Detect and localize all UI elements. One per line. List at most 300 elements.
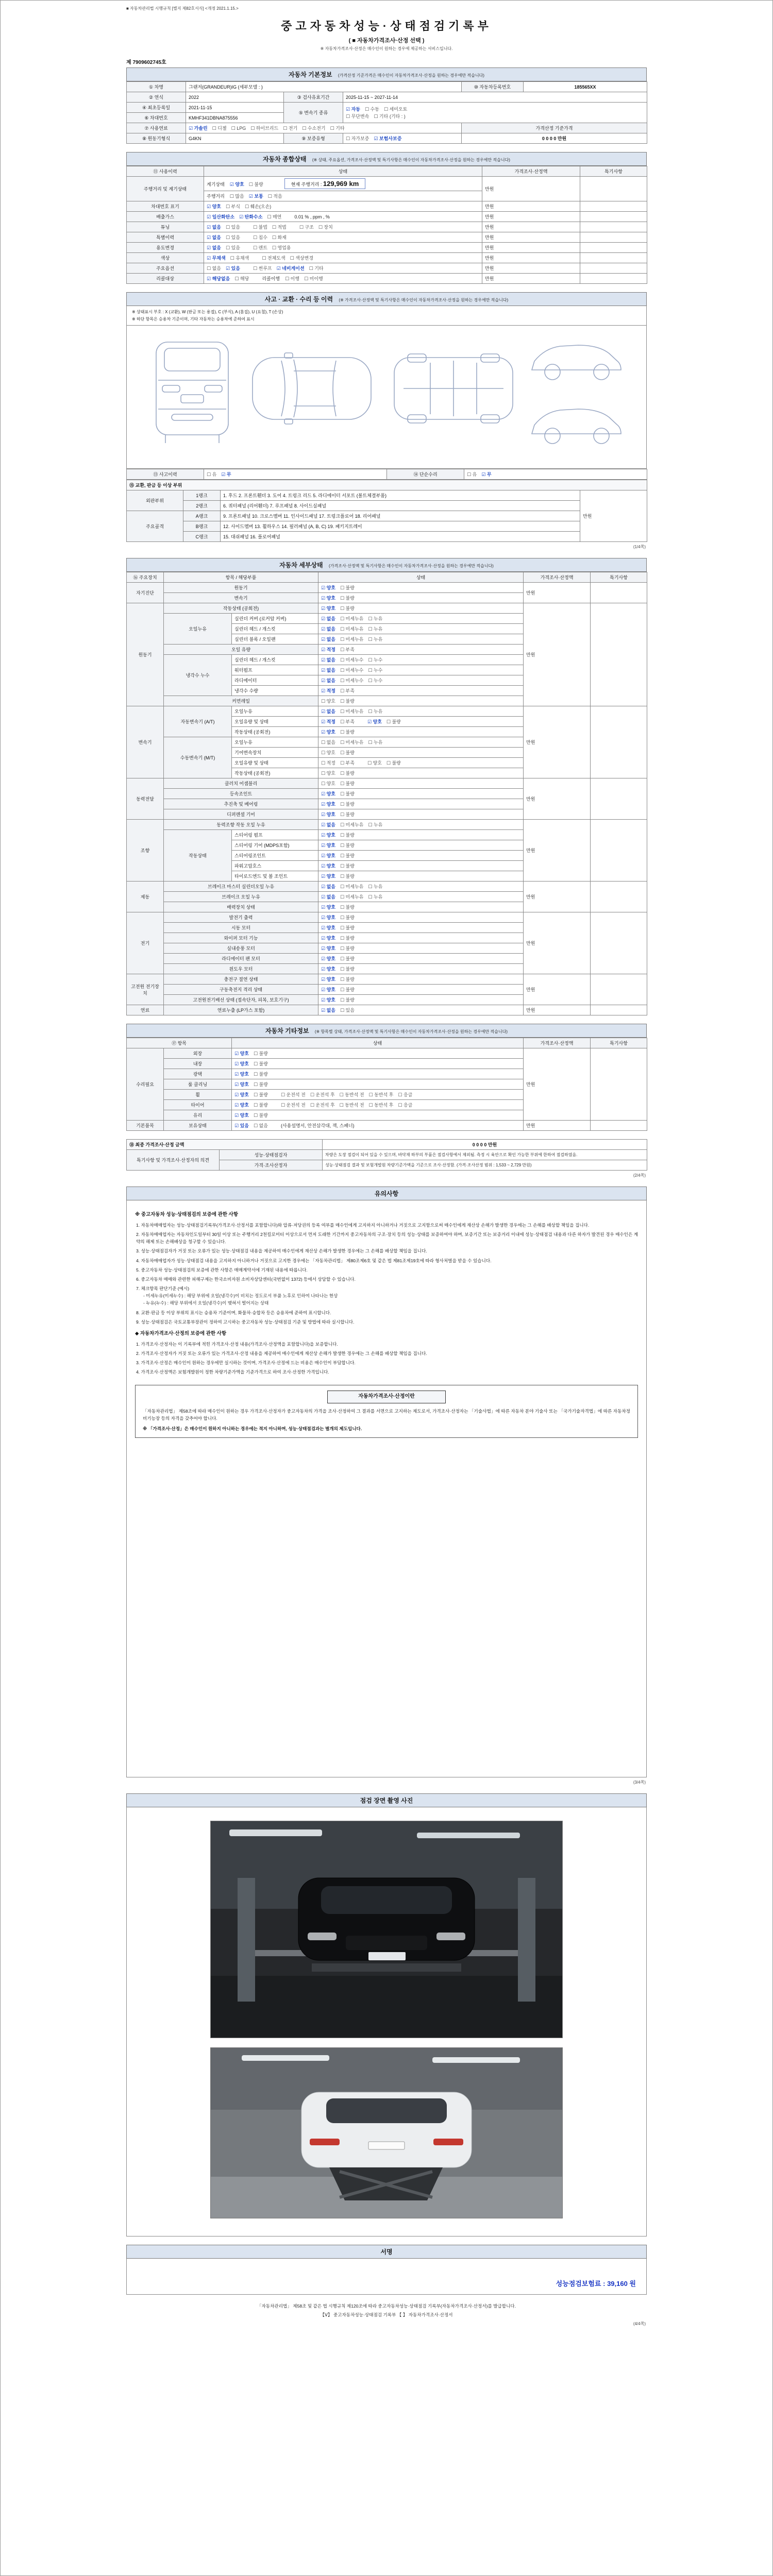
checkbox-불량[interactable]: ☐ 불량: [340, 781, 355, 787]
checkbox-불량[interactable]: ☐ 불량: [340, 987, 355, 993]
checkbox-미세누유[interactable]: ☐ 미세누유: [340, 616, 364, 622]
checkbox-해당없음[interactable]: ☑ 해당없음: [207, 276, 230, 281]
section-title: 점검 장면 촬영 사진: [360, 1797, 413, 1805]
field-label: ⑭ 단순수리: [387, 469, 464, 480]
checkbox-누유[interactable]: ☐ 누유: [368, 637, 383, 642]
checkbox-양호[interactable]: ☑ 양호: [321, 997, 335, 1003]
checkbox-운전석 후[interactable]: ☐ 운전석 후: [310, 1092, 335, 1098]
checkbox-미세누유[interactable]: ☐ 미세누유: [340, 884, 364, 890]
checkbox-기타[interactable]: ☐ 기타: [330, 126, 345, 131]
checkbox-불량[interactable]: ☐ 불량: [340, 833, 355, 838]
checkbox-자동[interactable]: ☑ 자동: [346, 107, 360, 112]
model-year-value: 2022: [186, 92, 284, 103]
checkbox-불량[interactable]: ☐ 불량: [253, 1092, 268, 1098]
checkbox-일산화탄소[interactable]: ☑ 일산화탄소: [207, 214, 235, 219]
check-group: [321, 925, 367, 930]
checkbox-양호[interactable]: ☐ 양호: [321, 750, 335, 756]
checkbox-영업용[interactable]: ☐ 영업용: [272, 245, 291, 250]
checkbox-양호[interactable]: ☑ 양호: [321, 812, 335, 818]
checkbox-양호[interactable]: ☐ 양호: [321, 771, 335, 776]
field-label: ⑦ 사용연료: [127, 123, 186, 133]
checkbox-미세누유[interactable]: ☐ 미세누유: [340, 709, 364, 715]
checkbox-보통[interactable]: ☑ 보통: [248, 194, 263, 199]
checkbox-불량[interactable]: ☐ 불량: [340, 967, 355, 972]
checkbox-누유[interactable]: ☐ 누유: [368, 740, 383, 745]
checkbox-적정[interactable]: ☐ 적정: [321, 760, 335, 766]
checkbox-매연[interactable]: ☐ 매연: [267, 214, 282, 219]
rank-label: 1랭크: [183, 490, 221, 501]
checkbox-없음[interactable]: ☑ 없음: [321, 657, 335, 663]
checkbox-불량[interactable]: ☐ 불량: [340, 730, 355, 735]
checkbox-응급[interactable]: ☐ 응급: [398, 1092, 413, 1098]
checkbox-있음[interactable]: ☑ 있음: [234, 1123, 249, 1129]
check-group: [321, 822, 395, 827]
checkbox-부족[interactable]: ☐ 부족: [340, 719, 355, 725]
checkbox-양호[interactable]: ☑ 양호: [321, 936, 335, 941]
checkbox-양호[interactable]: ☐ 양호: [321, 699, 335, 704]
checkbox-동반석 후[interactable]: ☐ 동반석 후: [368, 1092, 394, 1098]
checkbox-미세누유[interactable]: ☐ 미세누유: [340, 740, 364, 745]
rank-row: [127, 532, 647, 542]
checkbox-불량[interactable]: ☐ 불량: [340, 750, 355, 756]
checkbox-양호[interactable]: ☑ 양호: [234, 1051, 249, 1057]
item-label: 타이어: [164, 1100, 232, 1110]
checkbox-누유[interactable]: ☐ 누유: [368, 894, 383, 900]
checkbox-양호[interactable]: ☑ 양호: [234, 1082, 249, 1088]
checkbox-불량[interactable]: ☐ 불량: [253, 1082, 268, 1088]
checkbox-없음[interactable]: ☐ 없음: [321, 740, 335, 745]
notice-subheading: ◆ 자동차가격조사·산정의 보증에 관한 사항: [135, 1330, 227, 1336]
state-cell: [318, 706, 524, 717]
checkbox-불량[interactable]: ☐ 불량: [340, 699, 355, 704]
item-label: 라디에이터 팬 모터: [164, 954, 318, 964]
checkbox-운전석 후[interactable]: ☐ 운전석 후: [310, 1103, 335, 1108]
checkbox-양호[interactable]: ☐ 양호: [321, 781, 335, 787]
checkbox-있음[interactable]: ☐ 있음: [340, 1008, 355, 1013]
state-cell: [318, 665, 524, 675]
notice-item: [136, 1231, 638, 1245]
checkbox-불량[interactable]: ☐ 불량: [248, 182, 263, 187]
checkbox-불량[interactable]: ☐ 불량: [340, 812, 355, 818]
price-cell: 만원: [482, 253, 580, 263]
state-cell: [318, 954, 524, 964]
checkbox-불량[interactable]: ☐ 불량: [340, 791, 355, 797]
checkbox-수소전기[interactable]: ☐ 수소전기: [302, 126, 326, 131]
checkbox-세미오토[interactable]: ☐ 세미오토: [383, 107, 408, 112]
checkbox-기타 (기타 : )[interactable]: ☐ 기타 (기타 : ): [374, 114, 406, 119]
checkbox-없음[interactable]: ☑ 없음: [321, 637, 335, 642]
checkbox-불량[interactable]: ☐ 불량: [340, 936, 355, 941]
checkbox-화재[interactable]: ☐ 화재: [272, 235, 287, 240]
subitem-label: 오일누유: [232, 737, 318, 748]
item-label: 변속기: [164, 593, 318, 603]
checkbox-자가보증[interactable]: ☐ 자가보증: [346, 136, 369, 141]
checkbox-가솔린[interactable]: ☑ 가솔린: [189, 126, 208, 131]
check-group: [321, 791, 367, 796]
section-accident-history: [126, 292, 647, 306]
notice-line: - 누유(누수) : 해당 부위에서 오일(냉각수)이 맺혀서 떨어지는 상태: [143, 1300, 269, 1306]
checkbox-네비게이션[interactable]: ☑ 네비게이션: [276, 266, 305, 271]
checkbox-탄화수소[interactable]: ☑ 탄화수소: [239, 214, 263, 219]
subitem-label: 실린더 커버 (로커암 커버): [232, 614, 318, 624]
checkbox-없음[interactable]: ☑ 없음: [207, 235, 221, 240]
item-label: 수동변속기 (M/T): [164, 737, 232, 778]
checkbox-불량[interactable]: ☐ 불량: [253, 1072, 268, 1077]
state-cell: [318, 933, 524, 943]
checkbox-누유[interactable]: ☐ 누유: [368, 822, 383, 828]
checkbox-구조[interactable]: ☐ 구조: [299, 225, 314, 230]
checkbox-있음[interactable]: ☐ 있음: [225, 245, 240, 250]
item-label: 실내송풍 모터: [164, 943, 318, 954]
checkbox-양호[interactable]: ☑ 양호: [321, 925, 335, 931]
notice-item: [136, 1222, 638, 1229]
checkbox-불량[interactable]: ☐ 불량: [386, 760, 401, 766]
photo-lift-rear-svg: [211, 2048, 562, 2218]
field-label: ⑧ 원동기형식: [127, 133, 186, 144]
subtitle-note: ※ 자동차가격조사·산정은 매수인이 원하는 경우에 제공하는 서비스입니다.: [320, 46, 453, 51]
checkbox-불량[interactable]: ☐ 불량: [340, 925, 355, 931]
check-group: [321, 699, 367, 704]
checkbox-많음[interactable]: ☐ 많음: [229, 194, 244, 199]
condition-row: [127, 177, 647, 191]
item-label: 시동 모터: [164, 923, 318, 933]
checkbox-양호[interactable]: ☑ 양호: [321, 606, 335, 612]
checkbox-무채색[interactable]: ☑ 무채색: [207, 256, 226, 261]
checkbox-미세누수[interactable]: ☐ 미세누수: [340, 657, 364, 663]
state-cell: [318, 768, 524, 778]
checkbox-누수[interactable]: ☐ 누수: [368, 657, 383, 663]
checkbox-양호[interactable]: ☑ 양호: [321, 802, 335, 807]
checkbox-양호[interactable]: ☑ 양호: [367, 719, 382, 725]
checkbox-적정[interactable]: ☑ 적정: [321, 719, 335, 725]
accident-history-checks: [204, 469, 387, 480]
checkbox-양호[interactable]: ☑ 양호: [234, 1113, 249, 1118]
checkbox-미세누유[interactable]: ☐ 미세누유: [340, 822, 364, 828]
checkbox-불량[interactable]: ☐ 불량: [340, 606, 355, 612]
checkbox-불량[interactable]: ☐ 불량: [253, 1051, 268, 1057]
final-price-value: 0 0 0 0 만원: [323, 1140, 647, 1150]
field-label: ② 연식: [127, 92, 186, 103]
checkbox-양호[interactable]: ☑ 양호: [321, 596, 335, 601]
price-cell: 만원: [482, 201, 580, 212]
state-cell: [204, 212, 482, 222]
checkbox-불량[interactable]: ☐ 불량: [340, 946, 355, 952]
state-cell: [318, 809, 524, 820]
checkbox-동반석 전[interactable]: ☐ 동반석 전: [339, 1103, 364, 1108]
note-cell: [591, 820, 647, 882]
checkbox-미세누유[interactable]: ☐ 미세누유: [340, 637, 364, 642]
checkbox-수동[interactable]: ☐ 수동: [364, 107, 379, 112]
checkbox-없음[interactable]: ☑ 없음: [321, 822, 335, 828]
checkbox-양호[interactable]: ☑ 양호: [321, 843, 335, 849]
checkbox-불량[interactable]: ☐ 불량: [340, 585, 355, 591]
section-detail-condition: [126, 558, 647, 572]
checkbox-양호[interactable]: ☑ 양호: [321, 987, 335, 993]
checkbox-없음[interactable]: ☑ 없음: [321, 894, 335, 900]
rank-items: 6. 쿼터패널 (리어휀더) 7. 루프패널 8. 사이드실패널: [221, 501, 580, 511]
state-cell: [318, 778, 524, 789]
basic-info-table: [126, 81, 647, 144]
state-cell: [204, 232, 482, 243]
price-cell: 만원: [524, 1048, 591, 1121]
checkbox-적정[interactable]: ☑ 적정: [321, 688, 335, 694]
checkbox-미이행[interactable]: ☐ 미이행: [304, 276, 323, 281]
checkbox-불량[interactable]: ☐ 불량: [340, 997, 355, 1003]
item-label: 윈도우 모터: [164, 964, 318, 974]
checkbox-양호[interactable]: ☑ 양호: [234, 1103, 249, 1108]
note-cell: [591, 882, 647, 912]
state-cell: [318, 840, 524, 851]
notice-line: 2. 자동차매매업자는 자동차인도일부터 30일 이상 또는 주행거리 2천킬로미터 이상으로서 먼저 도래한 기간까지 중고자동차의 구조·장치 등의 성능·상태를 보증하여야 하며, 보증기간 또는 보증거리 이내에 성능·상태점검 내용과 다른 하자가 발견된 경우 매수인은 계약의 해제 또는 손해배상을 청구할 수 있습니다.: [136, 1232, 638, 1245]
checkbox-불량[interactable]: ☐ 불량: [253, 1113, 268, 1118]
state-cell: [204, 253, 482, 263]
checkbox-양호[interactable]: ☑ 양호: [321, 915, 335, 921]
state-cell: [318, 902, 524, 912]
check-group: [321, 688, 367, 693]
checkbox-양호[interactable]: ☑ 양호: [207, 204, 221, 209]
checkbox-미세누유[interactable]: ☐ 미세누유: [340, 626, 364, 632]
checkbox-불량[interactable]: ☐ 불량: [386, 719, 401, 725]
checkbox-운전석 전[interactable]: ☐ 운전석 전: [280, 1092, 306, 1098]
checkbox-불량[interactable]: ☐ 불량: [253, 1061, 268, 1067]
section-note: (가격산정 기준가격은 매수인이 자동차가격조사·산정을 원하는 경우에만 적습니다): [338, 73, 484, 78]
item-label: 휠: [164, 1090, 232, 1100]
checkbox-해당[interactable]: ☐ 해당: [234, 276, 249, 281]
state-cell: [318, 882, 524, 892]
item-label: 용도변경: [127, 243, 204, 253]
item-label: 외장: [164, 1048, 232, 1059]
top-view: [253, 353, 371, 424]
checkbox-양호[interactable]: ☑ 양호: [321, 977, 335, 982]
item-label: 작동상태 (공회전): [164, 603, 318, 614]
checkbox-유채색[interactable]: ☐ 유채색: [230, 256, 249, 261]
state-cell: [232, 1048, 524, 1059]
checkbox-미세누수[interactable]: ☐ 미세누수: [340, 678, 364, 684]
checkbox-유[interactable]: ☐ 유: [207, 472, 217, 478]
notice-item: [136, 1247, 638, 1255]
checkbox-불량[interactable]: ☐ 불량: [340, 977, 355, 982]
base-price-label: 가격산정 기준가격: [462, 123, 647, 133]
checkbox-불량[interactable]: ☐ 불량: [253, 1103, 268, 1108]
etc-row: [127, 1121, 647, 1131]
checkbox-양호[interactable]: ☑ 양호: [321, 833, 335, 838]
checkbox-없음[interactable]: ☑ 없음: [321, 668, 335, 673]
checkbox-적법[interactable]: ☐ 적법: [272, 225, 287, 230]
note-cell: [580, 212, 647, 222]
checkbox-미세누수[interactable]: ☐ 미세누수: [340, 668, 364, 673]
checkbox-있음[interactable]: ☑ 있음: [225, 266, 240, 271]
checkbox-양호[interactable]: ☐ 양호: [367, 760, 382, 766]
checkbox-미세누유[interactable]: ☐ 미세누유: [340, 894, 364, 900]
checkbox-LPG[interactable]: ☐ LPG: [231, 126, 246, 131]
checkbox-양호[interactable]: ☑ 양호: [321, 905, 335, 910]
device-label: 동력전달: [127, 778, 164, 820]
notice-item: [136, 1309, 638, 1316]
rank-row: [127, 521, 647, 532]
check-group: [321, 987, 367, 992]
checkbox-훼손(오손)[interactable]: ☐ 훼손(오손): [244, 204, 272, 209]
checkbox-침수[interactable]: ☐ 침수: [253, 235, 267, 240]
state-cell: [318, 737, 524, 748]
checkbox-불량[interactable]: ☐ 불량: [340, 802, 355, 807]
checkbox-양호[interactable]: ☑ 양호: [321, 874, 335, 879]
checkbox-양호[interactable]: ☑ 양호: [234, 1072, 249, 1077]
etc-info-table-slot: [126, 1038, 647, 1131]
check-group: [321, 946, 367, 951]
checkbox-부족[interactable]: ☐ 부족: [340, 647, 355, 653]
checkbox-무[interactable]: ☑ 무: [481, 472, 492, 478]
state-text: 주행거리: [207, 194, 225, 199]
signature-area[interactable]: [126, 2259, 647, 2295]
checkbox-없음[interactable]: ☑ 없음: [321, 709, 335, 715]
notice-item: [136, 1341, 638, 1348]
notice-item: [136, 1368, 638, 1376]
check-group: [321, 626, 395, 632]
checkbox-없음[interactable]: ☑ 없음: [321, 678, 335, 684]
notice-item: [136, 1350, 638, 1357]
checkbox-양호[interactable]: ☑ 양호: [321, 791, 335, 797]
item-label: 오일 유량: [164, 645, 318, 655]
subitem-label: 실린더 헤드 / 개스킷: [232, 655, 318, 665]
notice-item: [136, 1359, 638, 1366]
checkbox-유[interactable]: ☐ 유: [467, 472, 477, 478]
checkbox-하이브리드[interactable]: ☐ 하이브리드: [250, 126, 279, 131]
checkbox-누유[interactable]: ☐ 누유: [368, 626, 383, 632]
state-cell: [318, 686, 524, 696]
checkbox-불량[interactable]: ☐ 불량: [340, 874, 355, 879]
detail-row: [127, 882, 647, 892]
check-group: [234, 1103, 425, 1108]
checkbox-무단변속[interactable]: ☐ 무단변속: [346, 114, 369, 119]
checkbox-부족[interactable]: ☐ 부족: [340, 760, 355, 766]
notice-line: 8. 교환·판금 등 이상 부위의 표시는 승용차 기준이며, 화물차·승합차 등은 승용차에 준하여 표시합니다.: [136, 1310, 331, 1315]
checkbox-불량[interactable]: ☐ 불량: [340, 853, 355, 859]
checkbox-있음[interactable]: ☐ 있음: [225, 225, 240, 230]
checkbox-운전석 전[interactable]: ☐ 운전석 전: [280, 1103, 306, 1108]
item-label: 클러치 어셈블리: [164, 778, 318, 789]
checkbox-양호[interactable]: ☑ 양호: [321, 585, 335, 591]
subitem-label: 스티어링조인트: [232, 851, 318, 861]
checkbox-양호[interactable]: ☑ 양호: [321, 956, 335, 962]
checkbox-없음[interactable]: ☑ 없음: [321, 626, 335, 632]
table-row: [127, 133, 647, 144]
check-group: [207, 472, 244, 477]
checkbox-색상변경[interactable]: ☐ 색상변경: [290, 256, 314, 261]
checkbox-양호[interactable]: ☑ 양호: [321, 967, 335, 972]
checkbox-불량[interactable]: ☐ 불량: [340, 596, 355, 601]
checkbox-응급[interactable]: ☐ 응급: [398, 1103, 413, 1108]
checkbox-렌트[interactable]: ☐ 렌트: [253, 245, 267, 250]
check-group: [321, 863, 367, 869]
engine-type-value: G4KN: [186, 133, 284, 144]
state-cell: [318, 758, 524, 768]
item-label: 배출가스: [127, 212, 204, 222]
checkbox-양호[interactable]: ☑ 양호: [234, 1092, 249, 1098]
checkbox-무[interactable]: ☑ 무: [221, 472, 231, 478]
checkbox-불량[interactable]: ☐ 불량: [340, 863, 355, 869]
checkbox-불량[interactable]: ☐ 불량: [340, 956, 355, 962]
checkbox-있음[interactable]: ☐ 있음: [225, 235, 240, 240]
checkbox-없음[interactable]: ☐ 없음: [253, 1123, 268, 1129]
check-group: [321, 730, 367, 735]
checkbox-적정[interactable]: ☑ 적정: [321, 647, 335, 653]
item-label: 특별이력: [127, 232, 204, 243]
checkbox-장치[interactable]: ☐ 장치: [318, 225, 333, 230]
checkbox-없음[interactable]: ☑ 없음: [207, 225, 221, 230]
check-group: [234, 1113, 281, 1118]
simple-repair-checks: [464, 469, 647, 480]
checkbox-보험사보증[interactable]: ☑ 보험사보증: [374, 136, 402, 141]
subitem-label: 오일유량 및 상태: [232, 717, 318, 727]
check-group: [321, 812, 367, 817]
checkbox-불량[interactable]: ☐ 불량: [340, 843, 355, 849]
state-cell: [318, 974, 524, 985]
inspector-label: 성능·상태점검자: [220, 1150, 323, 1160]
checkbox-없음[interactable]: ☐ 없음: [207, 266, 221, 271]
check-group: [321, 894, 395, 900]
detail-row: [127, 603, 647, 614]
front-view: [156, 342, 228, 443]
check-group: [321, 657, 395, 663]
checkbox-이행[interactable]: ☐ 이행: [285, 276, 300, 281]
state-cell: [318, 861, 524, 871]
checkbox-부식[interactable]: ☐ 부식: [225, 204, 240, 209]
state-cell: [318, 995, 524, 1005]
checkbox-전체도색[interactable]: ☐ 전체도색: [262, 256, 285, 261]
checkbox-디젤[interactable]: ☐ 디젤: [212, 126, 227, 131]
checkbox-누유[interactable]: ☐ 누유: [368, 884, 383, 890]
check-group: [234, 1092, 425, 1097]
checkbox-동반석 전[interactable]: ☐ 동반석 전: [339, 1092, 364, 1098]
checkbox-전기[interactable]: ☐ 전기: [283, 126, 298, 131]
checkbox-부족[interactable]: ☐ 부족: [340, 688, 355, 694]
check-group: [285, 276, 336, 281]
checkbox-불법[interactable]: ☐ 불법: [253, 225, 267, 230]
checkbox-없음[interactable]: ☑ 없음: [207, 245, 221, 250]
checkbox-없음[interactable]: ☑ 없음: [321, 1008, 335, 1013]
checkbox-불량[interactable]: ☐ 불량: [340, 905, 355, 910]
checkbox-양호[interactable]: ☑ 양호: [229, 182, 244, 187]
checkbox-양호[interactable]: ☑ 양호: [321, 730, 335, 735]
check-group: [321, 997, 367, 1003]
checkbox-적음[interactable]: ☐ 적음: [267, 194, 282, 199]
checkbox-기타[interactable]: ☐ 기타: [309, 266, 324, 271]
checkbox-동반석 후[interactable]: ☐ 동반석 후: [368, 1103, 394, 1108]
table-row: [127, 103, 647, 113]
price-appraisal-definition-box: [135, 1385, 638, 1438]
checkbox-썬루프[interactable]: ☐ 썬루프: [253, 266, 272, 271]
checkbox-없음[interactable]: ☑ 없음: [321, 616, 335, 622]
check-group: [207, 256, 326, 261]
checkbox-양호[interactable]: ☑ 양호: [321, 863, 335, 869]
checkbox-없음[interactable]: ☑ 없음: [321, 884, 335, 890]
checkbox-양호[interactable]: ☑ 양호: [321, 946, 335, 952]
checkbox-불량[interactable]: ☐ 불량: [340, 771, 355, 776]
checkbox-양호[interactable]: ☑ 양호: [234, 1061, 249, 1067]
state-cell: [204, 243, 482, 253]
checkbox-누유[interactable]: ☐ 누유: [368, 616, 383, 622]
section-basic-info: [126, 67, 647, 81]
checkbox-누유[interactable]: ☐ 누유: [368, 709, 383, 715]
notice-line: 5. 중고자동차 성능·상태점검의 보증에 관한 사항은 매매계약서에 기재된 내용에 따릅니다.: [136, 1267, 308, 1273]
checkbox-누수[interactable]: ☐ 누수: [368, 668, 383, 673]
checkbox-양호[interactable]: ☑ 양호: [321, 853, 335, 859]
check-group: [234, 1123, 281, 1128]
checkbox-누수[interactable]: ☐ 누수: [368, 678, 383, 684]
section-signature: [126, 2245, 647, 2259]
checkbox-불량[interactable]: ☐ 불량: [340, 915, 355, 921]
rank-label: B랭크: [183, 521, 221, 532]
